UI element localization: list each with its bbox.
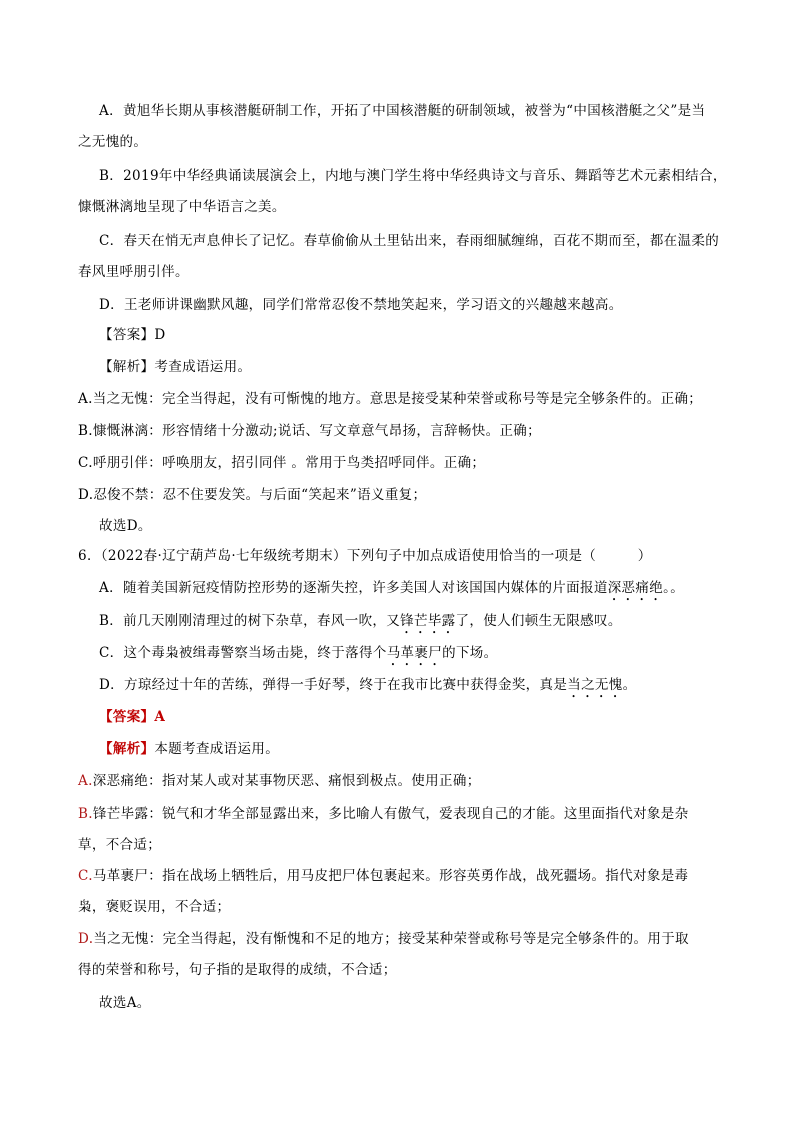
- q6-option-d: [99, 675, 759, 701]
- answer-value: A: [154, 709, 166, 725]
- q6-option-c: [99, 643, 759, 669]
- answer-label: 【答案】: [99, 709, 155, 725]
- q5-analysis-a: A.当之无愧：完全当得起，没有可惭愧的地方。意思是接受某种荣誉或称号等是完全够条件的。正确；: [78, 391, 703, 407]
- option-text: A．随着美国新冠疫情防控形势的逐渐失控，许多美国人对该国国内媒体的片面报道: [99, 580, 608, 596]
- answer-value: D: [154, 327, 166, 343]
- option-text: B．前几天刚刚清理过的树下杂草，春风一吹，又: [99, 613, 401, 629]
- q6-analysis-b-line1: [78, 804, 738, 824]
- answer-label: 【答案】: [99, 327, 155, 343]
- q5-option-d: D．王老师讲课幽默风趣，同学们常常忍俊不禁地笑起来，学习语文的兴趣越来越高。: [99, 297, 623, 313]
- analysis-text: 当之无愧：完全当得起，没有惭愧和不足的地方；接受某种荣誉或称号等是完全够条件的。用于取: [93, 931, 689, 947]
- q5-analysis-c: C.呼朋引伴：呼唤朋友，招引同伴 。常用于鸟类招呼同伴。正确；: [78, 455, 486, 471]
- q6-stem: [78, 546, 738, 566]
- analysis-text: 锋芒毕露：锐气和才华全部显露出来，多比喻人有傲气，爱表现自己的才能。这里面指代对象是杂: [92, 806, 689, 822]
- q6-conclusion: 故选A。: [99, 995, 151, 1011]
- q6-analysis-intro: [99, 739, 759, 759]
- q5-analysis-d: D.忍俊不禁：忍不住要发笑。与后面“笑起来”语义重复；: [78, 487, 427, 503]
- emphasized-idiom: 锋芒毕露: [400, 613, 456, 629]
- emphasized-idiom: 深恶痛绝: [607, 580, 664, 596]
- q6-analysis-d-line2: 得的荣誉和称号，句子指的是取得的成绩，不合适；: [78, 962, 397, 978]
- question-source: （2022春·辽宁葫芦岛·七年级统考期末）: [100, 548, 347, 564]
- question-number: 6．: [78, 548, 101, 564]
- analysis-label: 【解析】: [99, 741, 155, 757]
- option-tag: A.: [78, 773, 93, 789]
- analysis-intro-text: 本题考查成语运用。: [154, 741, 280, 757]
- q5-option-c-line2: 春风里呼朋引伴。: [78, 264, 189, 280]
- analysis-text: 马革裹尸：指在战场上牺牲后，用马皮把尸体包裹起来。形容英勇作战，战死疆场。指代对象是毒: [92, 868, 689, 884]
- q6-option-b: [99, 611, 759, 637]
- option-text: 的下场。: [442, 645, 498, 661]
- option-tag: D.: [78, 931, 94, 947]
- q6-analysis-c-line2: 枭，褒贬误用，不合适；: [78, 899, 231, 915]
- q5-analysis-intro: [99, 357, 759, 377]
- q5-analysis-b: B.慷慨淋漓：形容情绪十分激动;说话、写文章意气昂扬，言辞畅快。正确；: [78, 423, 542, 439]
- analysis-label: 【解析】: [99, 359, 155, 375]
- q6-analysis-b-line2: 草，不合适；: [78, 837, 162, 853]
- q5-answer: [99, 325, 759, 345]
- q6-option-a: [99, 578, 759, 604]
- option-text: 。。: [663, 580, 685, 596]
- q6-analysis-d-line1: [78, 929, 738, 949]
- q6-analysis-a: [78, 771, 738, 791]
- option-text: D．方琼经过十年的苦练，弹得一手好琴，终于在我市比赛中获得金奖，真是: [99, 677, 568, 693]
- option-text: C．这个毒枭被缉毒警察当场击毙，终于落得个: [99, 645, 387, 661]
- option-text: 。: [622, 677, 637, 693]
- q6-answer: [99, 707, 759, 727]
- emphasized-idiom: 马革裹尸: [386, 645, 443, 661]
- q5-option-b-line2: 慷慨淋漓地呈现了中华语言之美。: [78, 199, 286, 215]
- q5-option-a-line2: 之无愧的。: [78, 134, 148, 150]
- q5-option-a-line1: A．黄旭华长期从事核潜艇研制工作，开拓了中国核潜艇的研制领域，被誉为“中国核潜艇之父”是当: [99, 103, 706, 119]
- q5-option-c-line1: C．春天在悄无声息伸长了记忆。春草偷偷从土里钻出来，春雨细腻缠绵，百花不期而至，都在温柔的: [99, 233, 720, 249]
- emphasized-idiom: 当之无愧: [567, 677, 623, 693]
- analysis-text: 深恶痛绝：指对某人或对某事物厌恶、痛恨到极点。使用正确；: [92, 773, 481, 789]
- q5-option-b-line1: B．2019年中华经典诵读展演会上，内地与澳门学生将中华经典诗文与音乐、舞蹈等艺术元素相结合，: [99, 168, 727, 184]
- q6-analysis-c-line1: [78, 866, 738, 886]
- option-text: 了，使人们顿生无限感叹。: [455, 613, 622, 629]
- analysis-intro-text: 考查成语运用。: [154, 359, 252, 375]
- option-tag: C.: [78, 868, 93, 884]
- question-text: 下列句子中加点成语使用恰当的一项是（ ）: [346, 548, 652, 564]
- option-tag: B.: [78, 806, 93, 822]
- q5-conclusion: 故选D。: [99, 518, 152, 534]
